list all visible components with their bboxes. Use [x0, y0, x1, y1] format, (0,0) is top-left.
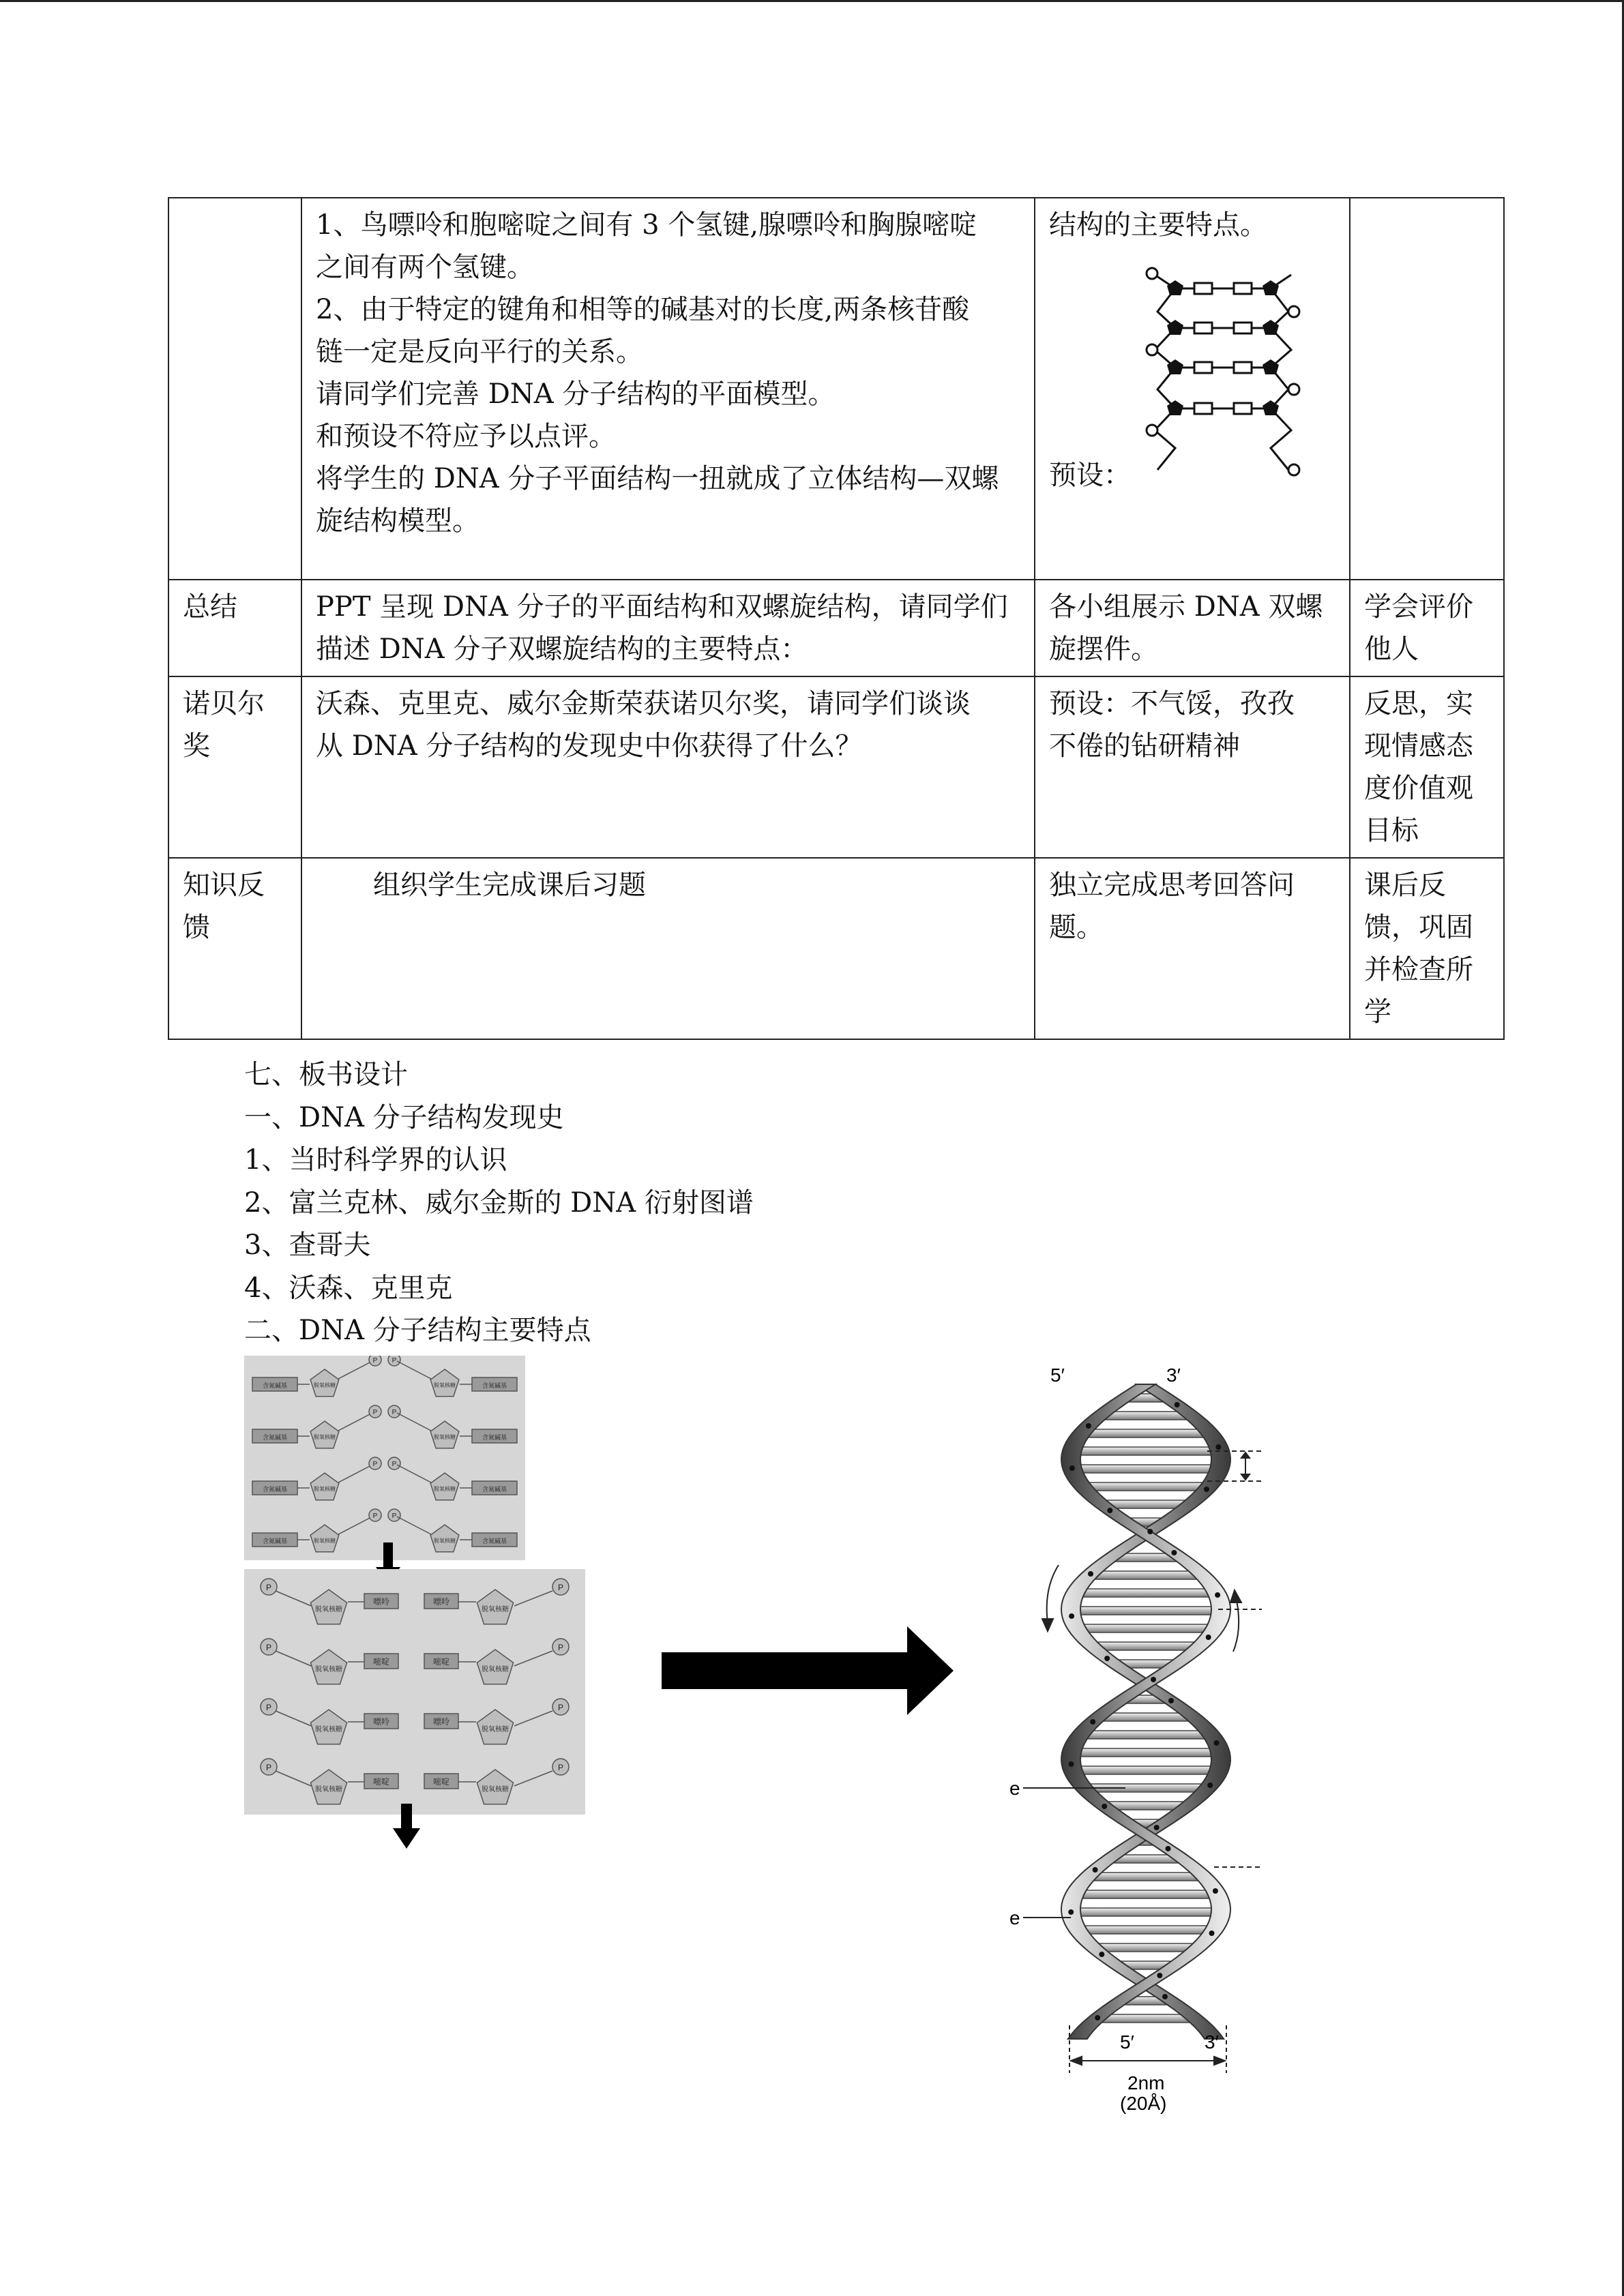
base-pair-rung — [1073, 1766, 1219, 1774]
sugar-label: 脱氧核糖 — [315, 1666, 342, 1673]
activity-cell — [301, 858, 1035, 1039]
intent-line: 馈，巩固 — [1364, 912, 1473, 943]
intent-line: 并检查所 — [1364, 954, 1473, 985]
helix-side-label: e — [1009, 1778, 1020, 1799]
phosphate-dot — [1147, 1529, 1153, 1534]
stage-line: 知识反 — [183, 869, 265, 901]
intent-line: 他人 — [1364, 633, 1419, 665]
phosphate-dot — [1171, 1550, 1177, 1555]
stage-cell — [168, 198, 301, 580]
student-line: 不倦的钻研精神 — [1049, 730, 1240, 762]
student-line: 独立完成思考回答问 — [1049, 869, 1295, 901]
phosphate-dot — [1154, 1825, 1160, 1830]
helix-bottom-right-label: 3′ — [1205, 2031, 1219, 2053]
activity-line: 1、鸟嘌呤和胞嘧啶之间有 3 个氢键,腺嘌呤和胸腺嘧啶 — [316, 209, 977, 241]
base-pair-rung — [1077, 1624, 1215, 1632]
phosphate-label: P — [372, 1357, 378, 1365]
phosphate-dot — [1099, 1952, 1104, 1957]
intent-line: 目标 — [1364, 815, 1419, 846]
student-line: 预设：不气馁，孜孜 — [1049, 688, 1295, 719]
phosphate-dot — [1086, 1423, 1091, 1429]
base-label: 嘌呤 — [372, 1597, 390, 1607]
base-label: 嘌呤 — [432, 1597, 450, 1607]
sugar-label: 脱氧核糖 — [315, 1726, 342, 1733]
helix-top-right-label: 3′ — [1166, 1365, 1181, 1386]
sugar-label: 脱氧核糖 — [482, 1786, 509, 1793]
sugar-label: 脱氧核糖 — [482, 1726, 509, 1733]
phosphate-dot — [1168, 1698, 1174, 1703]
phosphate-dot — [1107, 1508, 1112, 1513]
sugar-label: 脱氧核糖 — [315, 1786, 342, 1793]
phosphate-label: P — [392, 1512, 397, 1520]
phosphate-dot — [1069, 1465, 1075, 1471]
phosphate-dot — [1175, 1402, 1180, 1407]
phosphate-label: P — [265, 1643, 272, 1652]
base-pair-rung — [1075, 1589, 1216, 1597]
base-label: 嘧啶 — [372, 1657, 390, 1667]
phosphate-dot — [1207, 1783, 1213, 1788]
base-pair-rung — [1072, 1465, 1220, 1473]
table-row — [168, 858, 1504, 1039]
student-cell — [1035, 858, 1350, 1039]
stage-line: 诺贝尔 — [183, 688, 265, 719]
base-pair-rung — [1072, 1447, 1220, 1455]
base-pair-rung — [1082, 1429, 1210, 1437]
phosphate-dot — [1102, 1804, 1107, 1809]
board-line: 2、富兰克林、威尔金斯的 DNA 衍射图谱 — [244, 1187, 754, 1219]
activity-line: 从 DNA 分子结构的发现史中你获得了什么？ — [316, 730, 863, 762]
base-label: 含氮碱基 — [262, 1382, 288, 1389]
intent-cell — [1350, 198, 1504, 580]
phosphate-dot — [1068, 1909, 1074, 1915]
intent-line: 课后反 — [1364, 869, 1446, 901]
phosphate-label: P — [372, 1512, 378, 1520]
base-label: 嘧啶 — [432, 1657, 450, 1667]
sugar-label: 脱氧核糖 — [434, 1434, 456, 1440]
activity-line: 之间有两个氢键。 — [316, 252, 534, 283]
sugar-label: 脱氧核糖 — [314, 1486, 336, 1492]
base-pair-rung — [1097, 2014, 1195, 2023]
activity-line: 和预设不符应予以点评。 — [316, 421, 616, 452]
table-row — [168, 580, 1504, 676]
base-pair-rung — [1072, 1748, 1220, 1757]
phosphate-label: P — [265, 1583, 272, 1592]
table-row — [168, 198, 1504, 580]
base-pair-rung — [1093, 1943, 1198, 1952]
dna-paired-flat-diagram — [244, 1569, 585, 1815]
dna-flat-strands-diagram — [244, 1356, 525, 1560]
base-label: 含氮碱基 — [482, 1434, 507, 1441]
phosphate-label: P — [265, 1763, 272, 1772]
phosphate-dot — [1162, 1994, 1168, 1999]
sugar-label: 脱氧核糖 — [482, 1606, 509, 1613]
phosphate-dot — [1095, 2015, 1100, 2021]
phosphate-dot — [1090, 1719, 1095, 1725]
phosphate-label: P — [557, 1763, 564, 1772]
base-pair-rung — [1071, 1908, 1221, 1916]
board-line: 一、DNA 分子结构发现史 — [244, 1101, 564, 1133]
phosphate-dot — [1209, 1930, 1215, 1936]
base-label: 含氮碱基 — [262, 1434, 288, 1441]
phosphate-dot — [1214, 1740, 1220, 1746]
phosphate-label: P — [557, 1583, 564, 1592]
student-line: 各小组展示 DNA 双螺 — [1049, 591, 1323, 623]
activity-line: PPT 呈现 DNA 分子的平面结构和双螺旋结构，请同学们 — [316, 591, 1008, 623]
down-arrow-icon — [392, 1804, 422, 1850]
base-label: 嘌呤 — [372, 1717, 390, 1727]
phosphate-label: P — [557, 1643, 564, 1652]
phosphate-dot — [1206, 1635, 1211, 1640]
intent-line: 反思，实 — [1364, 688, 1473, 719]
student-line: 题。 — [1049, 912, 1104, 943]
base-label: 嘧啶 — [372, 1777, 390, 1787]
base-label: 嘌呤 — [432, 1717, 450, 1727]
activity-line: 链一定是反向平行的关系。 — [316, 336, 643, 368]
base-label: 嘧啶 — [432, 1777, 450, 1787]
intent-line: 度价值观 — [1364, 773, 1473, 804]
student-cell — [1035, 198, 1350, 580]
activity-line: 2、由于特定的键角和相等的碱基对的长度,两条核苷酸 — [316, 294, 970, 325]
student-line: 旋摆件。 — [1049, 633, 1158, 665]
sugar-label: 脱氧核糖 — [434, 1486, 456, 1492]
phosphate-label: P — [392, 1461, 397, 1468]
phosphate-dot — [1088, 1571, 1093, 1577]
phosphate-dot — [1069, 1761, 1074, 1767]
phosphate-dot — [1215, 1444, 1221, 1450]
base-label: 含氮碱基 — [482, 1486, 507, 1493]
board-line: 3、查哥夫 — [244, 1229, 371, 1261]
intent-line: 现情感态 — [1364, 730, 1473, 762]
student-cell — [1035, 580, 1350, 676]
board-line: 二、DNA 分子结构主要特点 — [244, 1315, 591, 1346]
activity-line: 旋结构模型。 — [316, 505, 479, 537]
base-pair-rung — [1071, 1607, 1221, 1615]
stage-line: 奖 — [183, 730, 210, 762]
base-pair-rung — [1092, 1642, 1200, 1650]
activity-line: 将学生的 DNA 分子平面结构一扭就成了立体结构—双螺 — [316, 463, 999, 494]
phosphate-dot — [1151, 1677, 1156, 1682]
activity-line: 描述 DNA 分子双螺旋结构的主要特点： — [316, 633, 808, 665]
base-pair-rung — [1078, 1926, 1214, 1934]
stage-cell — [168, 676, 301, 858]
intent-line: 学 — [1364, 996, 1391, 1028]
phosphate-label: P — [392, 1357, 397, 1365]
board-design — [244, 1054, 754, 1352]
lesson-table — [168, 197, 1505, 1040]
base-label: 含氮碱基 — [262, 1538, 288, 1545]
intent-cell — [1350, 858, 1504, 1039]
sugar-label: 脱氧核糖 — [482, 1666, 509, 1673]
sugar-label: 脱氧核糖 — [314, 1434, 336, 1440]
helix-width-label: 2nm — [1127, 2072, 1165, 2093]
dna-double-helix-diagram — [1003, 1357, 1275, 2121]
board-line: 1、当时科学界的认识 — [244, 1144, 507, 1176]
helix-top-left-label: 5′ — [1050, 1365, 1065, 1386]
sugar-label: 脱氧核糖 — [434, 1538, 456, 1544]
helix-width-label-angstrom: (20Å) — [1120, 2093, 1167, 2114]
activity-line: 组织学生完成课后习题 — [373, 869, 646, 901]
phosphate-dot — [1069, 1613, 1074, 1619]
phosphate-label: P — [372, 1409, 378, 1416]
sugar-label: 脱氧核糖 — [314, 1538, 336, 1544]
phosphate-label: P — [392, 1409, 397, 1416]
phosphate-dot — [1204, 1487, 1209, 1492]
phosphate-dot — [1215, 1592, 1220, 1598]
activity-line: 请同学们完善 DNA 分子结构的平面模型。 — [316, 378, 836, 410]
base-pair-rung — [1089, 1571, 1202, 1579]
preset-label: 预设： — [1049, 460, 1131, 491]
stage-line: 馈 — [183, 912, 210, 943]
base-label: 含氮碱基 — [262, 1486, 288, 1493]
phosphate-label: P — [372, 1461, 378, 1468]
helix-bottom-left-label: 5′ — [1120, 2031, 1134, 2053]
base-pair-rung — [1088, 1873, 1204, 1881]
stage-cell: 总结 — [168, 580, 301, 676]
phosphate-dot — [1104, 1656, 1110, 1661]
student-cell — [1035, 676, 1350, 858]
board-line: 七、板书设计 — [244, 1059, 408, 1090]
phosphate-label: P — [557, 1703, 564, 1712]
phosphate-label: P — [265, 1703, 272, 1712]
student-line: 结构的主要特点。 — [1049, 209, 1267, 241]
phosphate-dot — [1157, 1973, 1162, 1978]
phosphate-dot — [1093, 1867, 1098, 1873]
activity-line: 沃森、克里克、威尔金斯荣获诺贝尔奖，请同学们谈谈 — [316, 688, 971, 719]
intent-cell — [1350, 676, 1504, 858]
base-label: 含氮碱基 — [482, 1382, 507, 1389]
phosphate-dot — [1166, 1846, 1171, 1851]
intent-line: 学会评价 — [1364, 591, 1473, 623]
helix-side-label: e — [1009, 1907, 1020, 1928]
dna-ladder-sketch — [1134, 261, 1312, 486]
sugar-label: 脱氧核糖 — [314, 1382, 336, 1388]
board-line: 4、沃森、克里克 — [244, 1272, 453, 1304]
sugar-label: 脱氧核糖 — [434, 1382, 456, 1388]
sugar-label: 脱氧核糖 — [315, 1606, 342, 1613]
stage-cell — [168, 858, 301, 1039]
activity-cell — [301, 580, 1035, 676]
activity-cell — [301, 198, 1035, 580]
page-top-border — [0, 0, 1624, 2]
base-pair-rung — [1074, 1890, 1217, 1898]
phosphate-dot — [1213, 1888, 1218, 1894]
base-pair-rung — [1083, 1482, 1209, 1491]
activity-cell — [301, 676, 1035, 858]
right-arrow-icon — [662, 1626, 955, 1715]
table-row — [168, 676, 1504, 858]
base-pair-rung — [1080, 1731, 1211, 1739]
base-label: 含氮碱基 — [482, 1538, 507, 1545]
intent-cell — [1350, 580, 1504, 676]
